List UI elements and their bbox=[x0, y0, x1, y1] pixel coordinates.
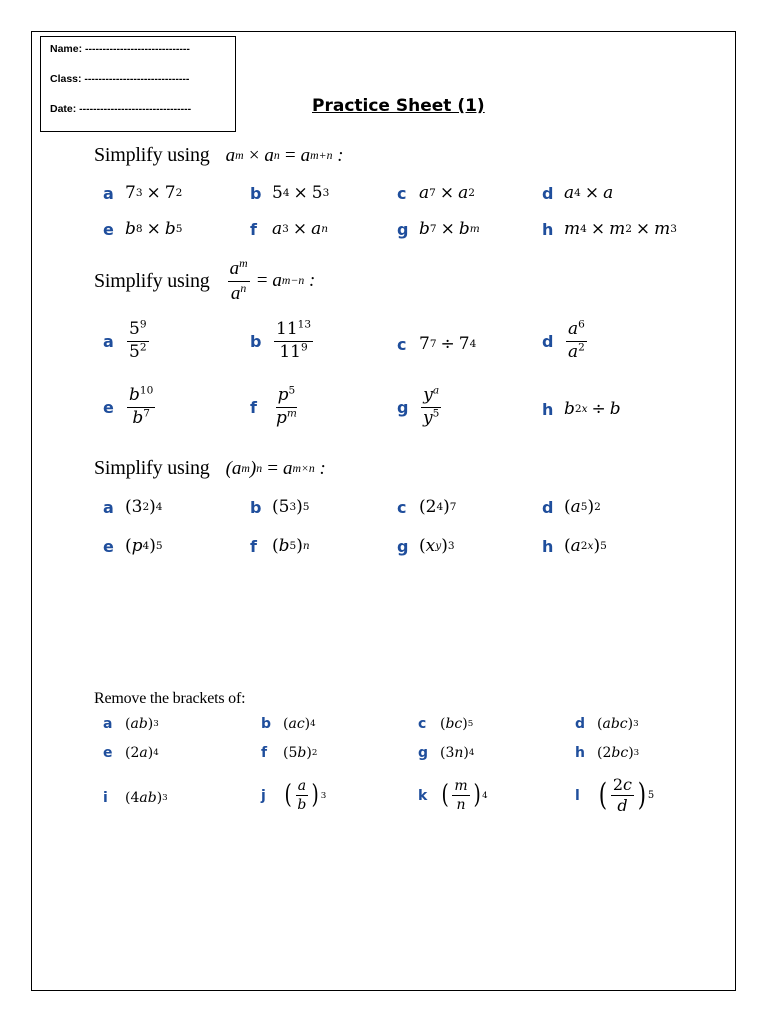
s3-item-c: c (2 4 ) 7 bbox=[397, 497, 457, 517]
s3-item-b: b (5 3 ) 5 bbox=[250, 497, 310, 517]
section4-lead: Remove the brackets of: bbox=[94, 690, 246, 707]
s4-item-i: i (4 ab ) 3 bbox=[103, 790, 168, 806]
section3-instruction bbox=[94, 457, 326, 480]
s2-item-c: c 7 7 ÷ 7 4 bbox=[397, 334, 477, 354]
date-line: Date: -------------------------------- bbox=[50, 103, 192, 115]
s2-item-d: d $\frac{a^6}{a^2}$ bbox=[542, 318, 585, 362]
page-title: Practice Sheet (1) bbox=[312, 96, 485, 116]
s1-item-e: e b 8 × b 5 bbox=[103, 219, 183, 239]
s1-item-c: c a 7 × a 2 bbox=[397, 183, 475, 203]
s1-item-f: f a 3 × a n bbox=[250, 219, 329, 239]
section2-instruction bbox=[94, 258, 315, 305]
student-info-box bbox=[40, 36, 236, 132]
s2-item-g: g $\frac{y^a}{y^5}$ bbox=[397, 384, 440, 428]
s2-item-f: f $\frac{p^5}{p^m}$ bbox=[250, 384, 297, 428]
s1-item-g: g b 7 × b m bbox=[397, 219, 480, 239]
s3-item-e: e ( p 4 ) 5 bbox=[103, 536, 163, 556]
s2-item-e: e $\frac{b^{10}}{b^7}$ bbox=[103, 384, 154, 428]
s4-item-g: g (3 n ) 4 bbox=[418, 745, 475, 761]
section3-rule: ( a m ) n = a m×n : bbox=[225, 457, 326, 479]
s3-item-f: f ( b 5 ) n bbox=[250, 536, 310, 556]
section1-instruction bbox=[94, 144, 344, 167]
s4-item-f: f (5 b ) 2 bbox=[261, 745, 318, 761]
s4-item-l: l ( $\frac{2c}{d}$ ) 5 bbox=[575, 775, 655, 816]
s1-item-a: a 7 3 × 7 2 bbox=[103, 183, 183, 203]
s4-item-h: h (2 bc ) 3 bbox=[575, 745, 640, 761]
s3-item-g: g ( x y ) 3 bbox=[397, 536, 455, 556]
s4-item-k: k ( $\frac{m}{n}$ ) 4 bbox=[418, 778, 488, 814]
s3-item-h: h ( a 2x ) 5 bbox=[542, 536, 607, 556]
class-line: Class: ------------------------------ bbox=[50, 73, 190, 85]
name-line: Name: ------------------------------ bbox=[50, 43, 190, 55]
s2-item-a: a $\frac{5^9}{5^2}$ bbox=[103, 318, 147, 362]
section1-rule: a m × a n = a m+n : bbox=[225, 144, 344, 166]
s4-item-j: j ( $\frac{a}{b}$ ) 3 bbox=[261, 778, 327, 814]
s1-item-d: d a 4 × a bbox=[542, 183, 614, 203]
section2-lead: Simplify using bbox=[94, 269, 210, 292]
section4-instruction bbox=[94, 690, 261, 708]
s4-item-c: c ( bc ) 5 bbox=[418, 716, 474, 732]
s2-item-b: b $\frac{11^{13}}{11^9}$ bbox=[250, 318, 312, 362]
s4-item-e: e (2 a ) 4 bbox=[103, 745, 159, 761]
s3-item-d: d ( a 5 ) 2 bbox=[542, 497, 601, 517]
s4-item-b: b ( ac ) 4 bbox=[261, 716, 316, 732]
s4-item-d: d ( abc ) 3 bbox=[575, 716, 639, 732]
s1-item-h: h m 4 × m 2 × m 3 bbox=[542, 219, 677, 239]
section2-rule: $\frac{a^m}{a^n}$ = a m−n : bbox=[229, 256, 316, 304]
s3-item-a: a (3 2 ) 4 bbox=[103, 497, 163, 517]
s1-item-b: b 5 4 × 5 3 bbox=[250, 183, 330, 203]
s4-item-a: a ( ab ) 3 bbox=[103, 716, 159, 732]
section1-lead: Simplify using bbox=[94, 144, 210, 166]
section3-lead: Simplify using bbox=[94, 457, 210, 479]
s2-item-h: h b 2x ÷ b bbox=[542, 399, 621, 419]
